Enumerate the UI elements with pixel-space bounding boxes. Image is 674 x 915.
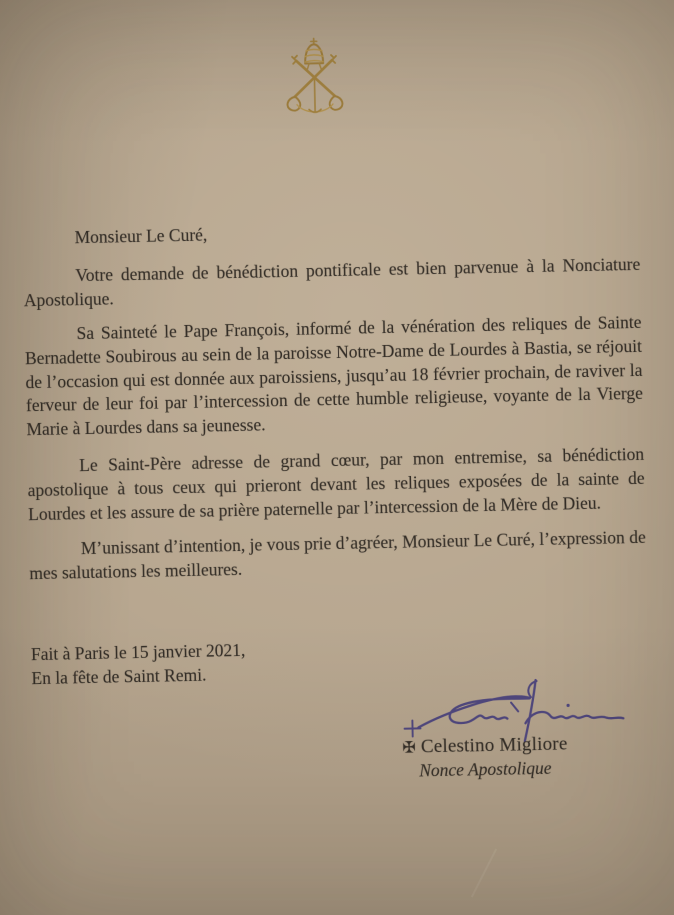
signatory-name: Celestino Migliore bbox=[420, 733, 568, 758]
paragraph-2: Sa Sainteté le Pape François, informé de la vénération des reliques de Sainte Bernadette Soubirous au sein de la paroisse Notre-Dame de Lourdes à Bastia, se réjouit de l’occasion qui est donnée aux paroissiens, jusqu’au 18 février prochain, de raviver la ferveur de leur foi par l’intercession de cette humble religieuse, voyante de la Vierge Marie à Lourdes dans sa jeunesse. bbox=[24, 311, 644, 440]
signatory-title: Nonce Apostolique bbox=[418, 757, 552, 781]
place-date-line: Fait à Paris le 15 janvier 2021, bbox=[30, 639, 246, 665]
paragraph-4: M’unissant d’intention, je vous prie d’agréer, Monsieur Le Curé, l’expression de mes salutations les meilleures. bbox=[29, 526, 646, 583]
vatican-coat-of-arms-emblem bbox=[274, 36, 356, 122]
crossed-keys-tiara-icon bbox=[274, 36, 356, 122]
paragraph-3: Le Saint-Père adresse de grand cœur, par mon entremise, sa bénédiction apostolique à tous ceux qui prieront devant les reliques exposées de la sainte de Lourdes et les assure de sa prière paternelle par l’intercession de la Mère de Dieu. bbox=[27, 443, 645, 524]
feast-line: En la fête de Saint Remi. bbox=[31, 664, 207, 688]
signature-block bbox=[377, 733, 594, 782]
paragraph-1: Votre demande de bénédiction pontificale est bien parvenue à la Nonciature Apostolique. bbox=[23, 253, 641, 311]
episcopal-cross-icon: ✠ bbox=[402, 737, 417, 757]
signatory-name-line bbox=[377, 733, 593, 759]
date-block bbox=[31, 639, 246, 690]
salutation: Monsieur Le Curé, bbox=[74, 224, 208, 248]
